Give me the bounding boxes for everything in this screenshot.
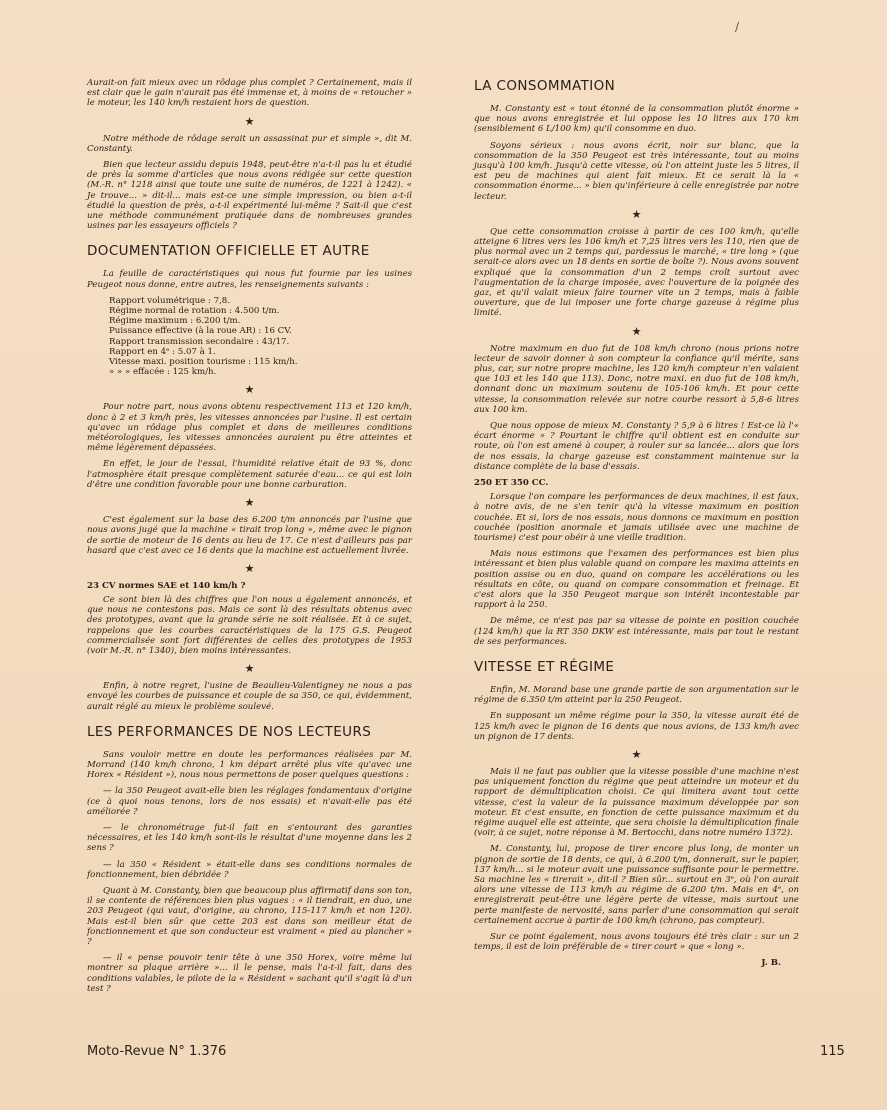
- left-column: [87, 78, 412, 1000]
- right-column: [474, 78, 799, 968]
- author-signature: J. B.: [761, 958, 781, 969]
- spec-item: Rapport en 4ᵉ : 5.07 à 1.: [109, 346, 216, 357]
- paragraph: Quant à M. Constanty, bien que beaucoup plus affirmatif dans son ton, il se contente de références bien plus vagues : « il tiendrait, en duo, une 203 Peugeot (qui vaut, d'origine, au chrono, 115-117 km/h et non 120). Mais est-il bien sûr que cette 203 est dans son meilleur état de fonctionnement et que son conducteur est vraiment « pied au plancher » ?: [87, 885, 412, 947]
- spec-item: Rapport transmission secondaire : 43/17.: [109, 336, 290, 347]
- section-heading-documentation: DOCUMENTATION OFFICIELLE ET AUTRE: [87, 243, 370, 260]
- star-separator-icon: ★: [244, 383, 255, 397]
- paragraph: Enfin, M. Morand base une grande partie de son argumentation sur le régime de 6.350 t/m atteint par la 250 Peugeot.: [474, 684, 799, 706]
- page-number: 115: [820, 1044, 845, 1059]
- paragraph: C'est également sur la base des 6.200 t/m annoncés par l'usine que nous avons jugé que la machine « tirait trop long », même avec le pignon de sortie de moteur de 16 dents au lieu de 17. Ce n'est d'ailleurs pas par hasard que c'est avec ce 16 dents que la machine est actuellement livrée.: [87, 515, 412, 556]
- section-heading-performances: LES PERFORMANCES DE NOS LECTEURS: [87, 723, 372, 740]
- paragraph: Pour notre part, nous avons obtenu respectivement 113 et 120 km/h, donc à 2 et 3 km/h près, les vitesses annoncées par l'usine. Il est certain qu'avec un rôdage plus complet et dans de meilleures conditions météorologiques, les vitesses annoncées auraient pu être atteintes et même légèrement dépassées.: [87, 402, 412, 454]
- paragraph: M. Constanty est « tout étonné de la consommation plutôt énorme » que nous avons enregistrée et lui oppose les 10 litres aux 170 km (sensiblement 6 L/100 km) qu'il consomme en duo.: [474, 104, 799, 135]
- paragraph: Aurait-on fait mieux avec un rôdage plus complet ? Certainement, mais il est clair que le gain n'aurait pas été immense et, à moins de « retoucher » le moteur, les 140 km/h restaient hors de question.: [87, 78, 412, 109]
- corner-mark: /: [735, 20, 740, 34]
- spec-item: Régime normal de rotation : 4.500 t/m.: [109, 306, 280, 317]
- paragraph: Sans vouloir mettre en doute les performances réalisées par M. Morrand (140 km/h chrono, 1 km départ arrêté plus vite qu'avec une Horex « Résident »), nous nous permettons de poser quelques questions :: [87, 749, 412, 781]
- subheading: 23 CV normes SAE et 140 km/h ?: [87, 580, 246, 591]
- spec-item: Puissance effective (à la roue AR) : 16 CV.: [109, 326, 292, 337]
- paragraph: Que cette consommation croisse à partir de ces 100 km/h, qu'elle atteigne 6 litres vers les 106 km/h et 7,25 litres vers les 110, rien que de plus normal avec un 2 temps qui, pardessus le marché, « tire long » (que serait-ce alors avec un 18 dents en sortie de boîte ?). Nous avons souvent expliqué que la consommation d'un 2 temps croît surtout avec l'augmentation de la charge imposée, avec l'ouverture de la poignée des gaz, et qu'il valait mieux faire tourner vite un 2 temps, mais à faible ouverture, que de lui imposer une forte charge gazeuse à régime plus limité.: [474, 226, 799, 319]
- star-separator-icon: ★: [244, 662, 255, 676]
- paragraph: Soyons sérieux : nous avons écrit, noir sur blanc, que la consommation de la 350 Peugeot est très intéressante, tout au moins jusqu'à 100 km/h. Jusqu'à cette vitesse, où l'on atteint juste les 5 litres, il est peu de machines qui aient fait mieux. Et ce serait là la « consommation énorme... » bien qu'inférieure à celle enregistrée par notre lecteur.: [474, 140, 799, 202]
- paragraph: Sur ce point également, nous avons toujours été très clair : sur un 2 temps, il est de loin préférable de « tirer court » que « long ».: [474, 932, 799, 953]
- magazine-issue: Moto-Revue N° 1.376: [87, 1044, 227, 1059]
- paragraph: Notre méthode de rôdage serait un assassinat pur et simple », dit M. Constanty.: [87, 133, 412, 154]
- paragraph: — il « pense pouvoir tenir tête à une 350 Horex, voire même lui montrer sa plaque arrière »... il le pense, mais l'a-t-il fait, dans des conditions valables, le pilote de la « Résident » sachant qu'il s'agit là d'un test ?: [87, 953, 412, 994]
- subheading: 250 ET 350 CC.: [474, 478, 549, 489]
- spec-item: » » » effacée : 125 km/h.: [109, 367, 217, 378]
- paragraph: M. Constanty, lui, propose de tirer encore plus long, de monter un pignon de sortie de 18 dents, ce qui, à 6.200 t/m, donnerait, sur le papier, 137 km/h... si le moteur avait une puissance suffisante pour le permettre. Sa machine les « tirerait », dit-il ? Bien sûr... surtout en 3ᵉ, où l'on aurait alors une vitesse de 113 km/h au régime de 6.200 t/m. Mais en 4ᵉ, on enregistrerait peut-être une légère perte de vitesse, mais surtout une perte manifeste de nervosité, sans parler d'une consommation qui serait certainement accrue à partir de 100 km/h (chrono, pas compteur).: [474, 844, 799, 926]
- star-separator-icon: ★: [631, 747, 642, 761]
- paragraph: Mais nous estimons que l'examen des performances est bien plus intéressant et bien plus valable quand on compare les maxima atteints en position assise ou en duo, quand on compare les accélérations ou les résultats en côte, ou quand on compare consommation et freinage. Et c'est alors que la 350 Peugeot marque son intérêt incontestable par rapport à la 250.: [474, 549, 799, 611]
- paragraph: Que nous oppose de mieux M. Constanty ? 5,9 à 6 litres ! Est-ce là l'« écart énorme » ? Pourtant le chiffre qu'il obtient est en conduite sur route, où l'on est amené à couper, à rouler sur sa lancée... alors que lors de nos essais, la charge gazeuse est constamment maintenue sur la distance complète de la base d'essais.: [474, 421, 799, 472]
- star-separator-icon: ★: [244, 496, 255, 510]
- spec-item: Rapport volumétrique : 7,8.: [109, 295, 230, 306]
- paragraph: — la 350 Peugeot avait-elle bien les réglages fondamentaux d'origine (ce à quoi nous tenons, lors de nos essais) et n'avait-elle pas été améliorée ?: [87, 786, 412, 817]
- paragraph: Mais il ne faut pas oublier que la vitesse possible d'une machine n'est pas uniquement fonction du régime que peut atteindre un moteur et du rapport de démultiplication choisi. Ce qui limitera avant tout cette vitesse, c'est la valeur de la puissance maximum développée par son moteur. Et c'est ensuite, en fonction de cette puissance maximum et du régime auquel elle est atteinte, que sera choisie la démultiplication finale (voir, à ce sujet, notre réponse à M. Bertocchi, dans notre numéro 1372).: [474, 766, 799, 839]
- paragraph: Enfin, à notre regret, l'usine de Beaulieu-Valentigney ne nous a pas envoyé les courbes de puissance et couple de sa 350, ce qui, évidemment, aurait réglé au mieux le problème soulevé.: [87, 681, 412, 712]
- star-separator-icon: ★: [244, 561, 255, 575]
- spec-list: [87, 296, 412, 378]
- paragraph: — le chronométrage fut-il fait en s'entourant des garanties nécessaires, et les 140 km/h sont-ils le résultat d'une moyenne dans les 2 sens ?: [87, 822, 412, 854]
- paragraph: Bien que lecteur assidu depuis 1948, peut-être n'a-t-il pas lu et étudié de près la somme d'articles que nous avons rédigée sur cette question (M.-R. n° 1218 ainsi que toute une suite de numéros, de 1221 à 1242). « Je trouve... » dit-il... mais est-ce une simple impression, ou bien a-t-il étudié la question de près, a-t-il expérimenté lui-même ? Sait-il que c'est une méthode communément pratiquée dans de nombreuses grandes usines par les essayeurs officiels ?: [87, 160, 412, 232]
- spec-item: Vitesse maxi. position tourisme : 115 km/h.: [109, 357, 298, 368]
- paragraph: De même, ce n'est pas par sa vitesse de pointe en position couchée (124 km/h) que la RT 350 DKW est intéressante, mais par tout le restant de ses performances.: [474, 616, 799, 647]
- paragraph: En supposant un même régime pour la 350, la vitesse aurait été de 125 km/h avec le pignon de 16 dents que nous avions, de 133 km/h avec un pignon de 17 dents.: [474, 711, 799, 742]
- paragraph: Lorsque l'on compare les performances de deux machines, il est faux, à notre avis, de ne s'en tenir qu'à la vitesse maximum en position couchée. Et si, lors de nos essais, nous donnons ce maximum en position couchée (position anormale et jamais utilisée avec une machine de tourisme) c'est pour obéir à une vieille tradition.: [474, 492, 799, 543]
- star-separator-icon: ★: [631, 207, 642, 221]
- paragraph: En effet, le jour de l'essai, l'humidité relative était de 93 %, donc l'atmosphère était presque complètement saturée d'eau... ce qui est loin d'être une condition favorable pour une bonne carburation.: [87, 459, 412, 490]
- spec-item: Régime maximum : 6.200 t/m.: [109, 316, 241, 327]
- paragraph: — la 350 « Résident » était-elle dans ses conditions normales de fonctionnement, bien débridée ?: [87, 859, 412, 880]
- section-heading-consommation: LA CONSOMMATION: [474, 78, 616, 94]
- section-heading-vitesse: VITESSE ET RÉGIME: [474, 658, 615, 675]
- paragraph: Notre maximum en duo fut de 108 km/h chrono (nous prions notre lecteur de savoir donner à son compteur la confiance qu'il mérite, sans plus, car, sur notre propre machine, les 120 km/h compteur n'en valaient que 103 et les 140 que 113). Donc, notre maxi. en duo fut de 108 km/h, donnant donc un maximum soutenu de 105-106 km/h. Et pour cette vitesse, la consommation relevée sur notre courbe ressort à 5,8-6 litres aux 100 km.: [474, 343, 799, 415]
- star-separator-icon: ★: [631, 324, 642, 338]
- star-separator-icon: ★: [244, 114, 255, 128]
- paragraph: La feuille de caractéristiques qui nous fut fournie par les usines Peugeot nous donne, entre autres, les renseignements suivants :: [87, 269, 412, 290]
- paragraph: Ce sont bien là des chiffres que l'on nous a également annoncés, et que nous ne contestons pas. Mais ce sont là des résultats obtenus avec des prototypes, avant que la grande série ne soit réalisée. Et à ce sujet, rappelons que les courbes caractéristiques de la 175 G.S. Peugeot commercialisée sont fort différentes de celles des prototypes de 1953 (voir M.-R. n° 1340), bien moins intéressantes.: [87, 594, 412, 656]
